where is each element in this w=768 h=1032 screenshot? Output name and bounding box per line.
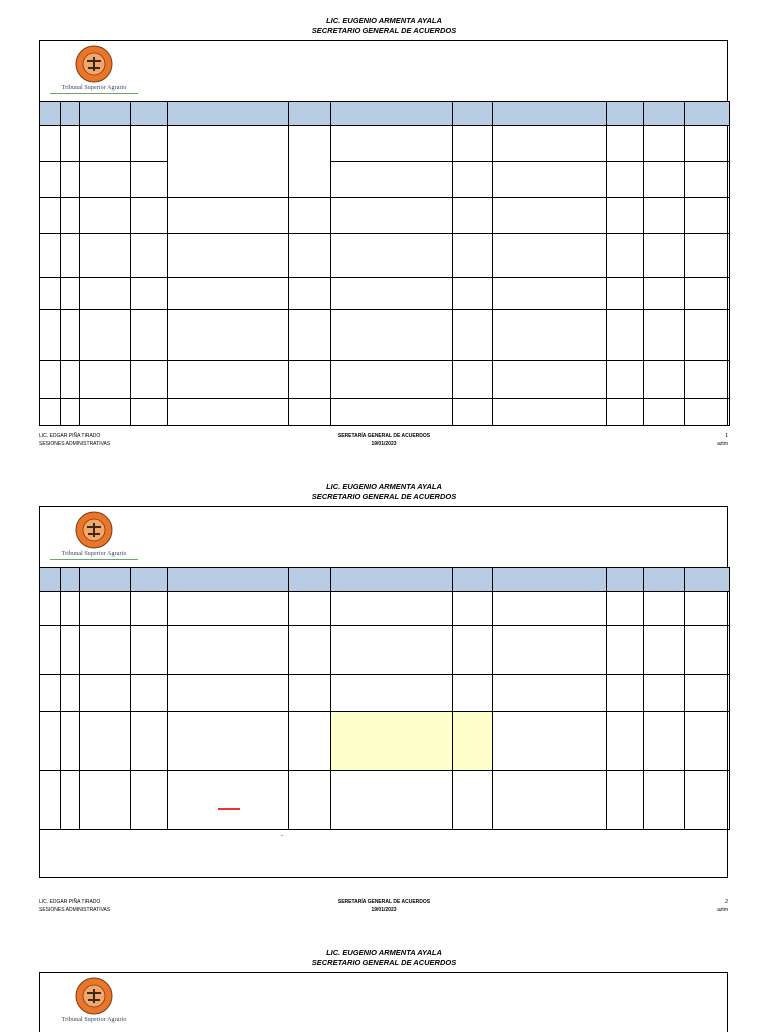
table-header-row <box>40 568 730 592</box>
header-name: LIC. EUGENIO ARMENTA AYALA <box>326 948 442 957</box>
footer-date: 19/01/2023 <box>371 907 397 913</box>
logo-text: Tribunal Superior Agrario <box>61 1017 127 1023</box>
footer-section: SESIONES ADMINISTRATIVAS <box>39 441 111 447</box>
footer-date: 19/01/2023 <box>371 441 397 447</box>
footer-office: SERETARÍA GENERAL DE ACUERDOS <box>337 899 431 905</box>
header-title: SECRETARIO GENERAL DE ACUERDOS <box>311 26 457 35</box>
sessions-table <box>39 101 730 426</box>
footer-center <box>284 432 484 448</box>
document-frame <box>39 506 728 878</box>
highlighted-cell <box>331 712 453 771</box>
footer-initials: aztm <box>717 907 728 913</box>
table-row <box>40 399 730 426</box>
logo-underline <box>50 93 138 94</box>
table-row <box>40 592 730 626</box>
document-frame <box>39 972 728 1032</box>
footer-left <box>39 898 110 914</box>
header-title: SECRETARIO GENERAL DE ACUERDOS <box>311 492 457 501</box>
footer-left <box>39 432 110 448</box>
table-row <box>40 675 730 712</box>
footer-right <box>717 432 728 448</box>
table-row <box>40 310 730 361</box>
document-frame <box>39 40 728 426</box>
logo-text: Tribunal Superior Agrario <box>61 85 127 91</box>
table-row <box>40 771 730 830</box>
highlighted-cell <box>453 712 493 771</box>
dash-mark: - <box>281 833 283 839</box>
seal-icon <box>74 45 114 83</box>
tribunal-logo <box>48 977 140 1027</box>
seal-icon <box>74 511 114 549</box>
footer-office: SERETARÍA GENERAL DE ACUERDOS <box>337 433 431 439</box>
footer-section: SESIONES ADMINISTRATIVAS <box>39 907 111 913</box>
tribunal-logo <box>48 511 140 561</box>
page-number: 1 <box>725 433 728 439</box>
page-number: 2 <box>725 899 728 905</box>
footer-center <box>284 898 484 914</box>
footer-author: LIC. EDGAR PIÑA TIRADO <box>39 899 101 905</box>
table-row <box>40 126 730 162</box>
table-row <box>40 626 730 675</box>
footer-author: LIC. EDGAR PIÑA TIRADO <box>39 433 101 439</box>
footer-right <box>717 898 728 914</box>
tribunal-logo <box>48 45 140 95</box>
table-row <box>40 712 730 771</box>
header-name: LIC. EUGENIO ARMENTA AYALA <box>326 16 442 25</box>
table-header-row <box>40 102 730 126</box>
table-row <box>40 361 730 399</box>
table-row <box>40 234 730 278</box>
header-title: SECRETARIO GENERAL DE ACUERDOS <box>311 958 457 967</box>
seal-icon <box>74 977 114 1015</box>
red-underline-mark <box>218 808 240 810</box>
logo-text: Tribunal Superior Agrario <box>61 551 127 557</box>
footer-initials: aztm <box>717 441 728 447</box>
sessions-table <box>39 567 730 830</box>
logo-underline <box>50 559 138 560</box>
header-name: LIC. EUGENIO ARMENTA AYALA <box>326 482 442 491</box>
table-row <box>40 278 730 310</box>
table-row <box>40 198 730 234</box>
table-row <box>40 162 730 198</box>
